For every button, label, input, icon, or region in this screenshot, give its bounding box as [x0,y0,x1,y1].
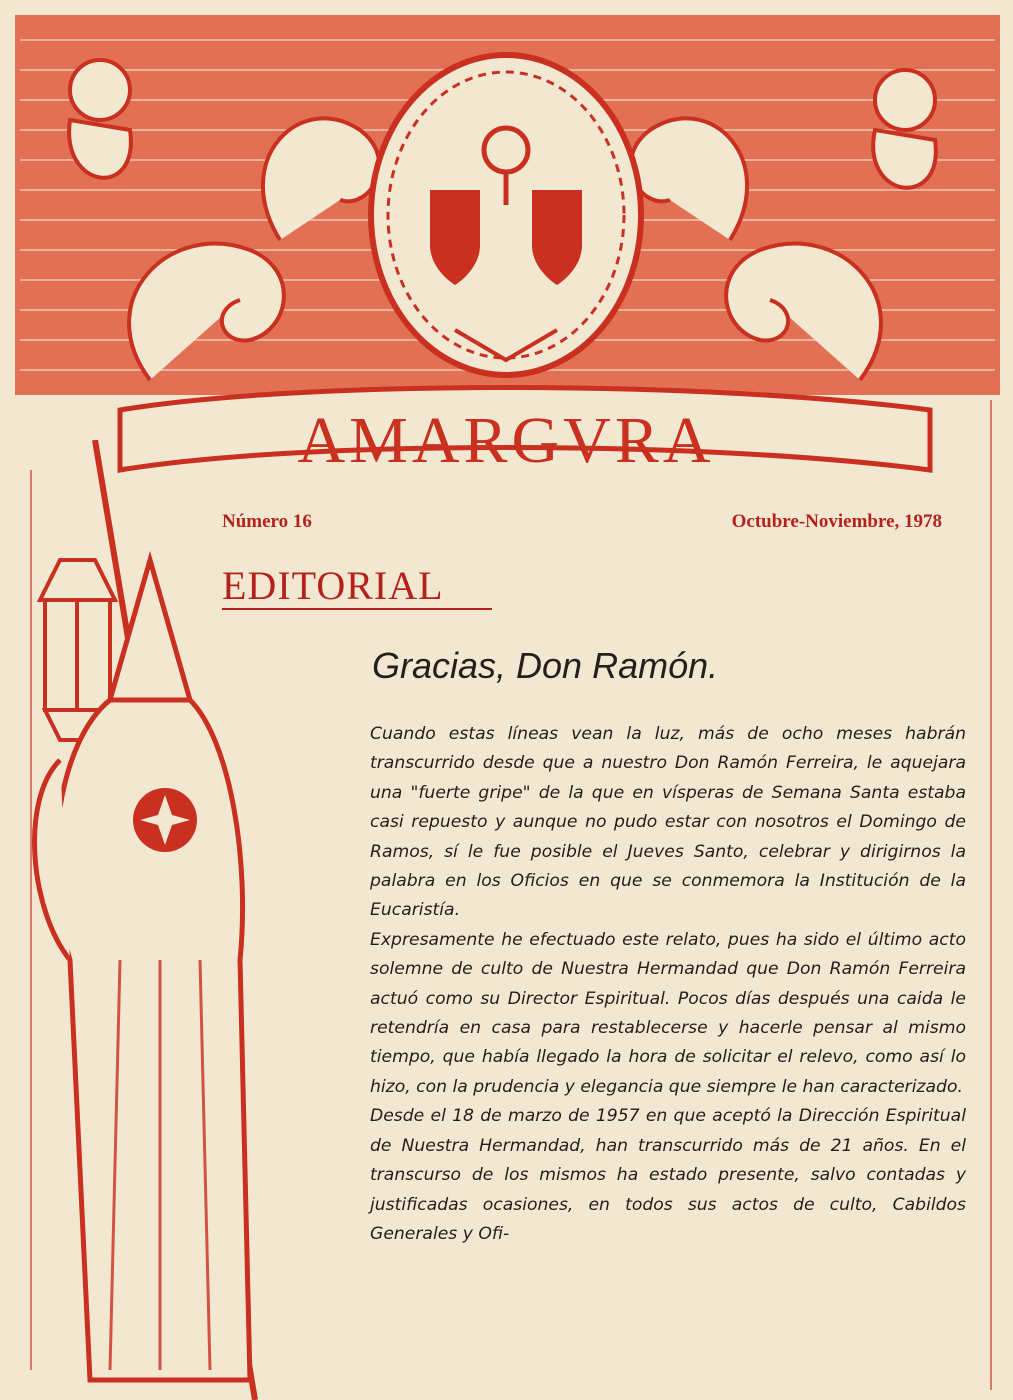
section-title: EDITORIAL [222,563,444,608]
masthead-illustration [0,0,1013,500]
article-paragraph: Desde el 18 de marzo de 1957 en que aceptó la Dirección Espiritual de Nuestra Hermandad, han transcurrido más de 21 años. En el transcurso de los mismos ha estado presente, salvo contadas y justificadas ocasiones, en todos sus actos de culto, Cabildos Generales y Ofi- [370,1106,966,1244]
issue-date: Octubre-Noviembre, 1978 [731,511,942,532]
frame-border-right [990,400,992,1390]
issue-number: Número 16 [222,511,312,532]
frame-border-left [30,470,32,1370]
article-headline: Gracias, Don Ramón. [372,645,719,686]
article-paragraph: Cuando estas líneas vean la luz, más de ocho meses habrán transcurrido desde que a nuestro Don Ramón Ferreira, le aquejara una "fuerte gripe" de la que en vísperas de Semana Santa estaba casi repuesto y aunque no pudo estar con nosotros el Domingo de Ramos, sí le fue posible el Jueves Santo, celebrar y dirigirnos la palabra en los Oficios en que se conmemora la Institución de la Eucaristía. [370,724,966,921]
article-paragraph: Expresamente he efectuado este relato, pues ha sido el último acto solemne de culto de Nuestra Hermandad que Don Ramón Ferreira actuó como su Director Espiritual. Pocos días después una caida le retendría en casa para restablecerse y hacerle pensar al mismo tiempo, que había llegado la hora de solicitar el relevo, como así lo hizo, con la prudencia y elegancia que siempre le han caracterizado. [370,929,966,1097]
nazareno-illustration [0,440,360,1400]
masthead-title: AMARGVRA [297,404,715,477]
article-body [370,720,966,1249]
